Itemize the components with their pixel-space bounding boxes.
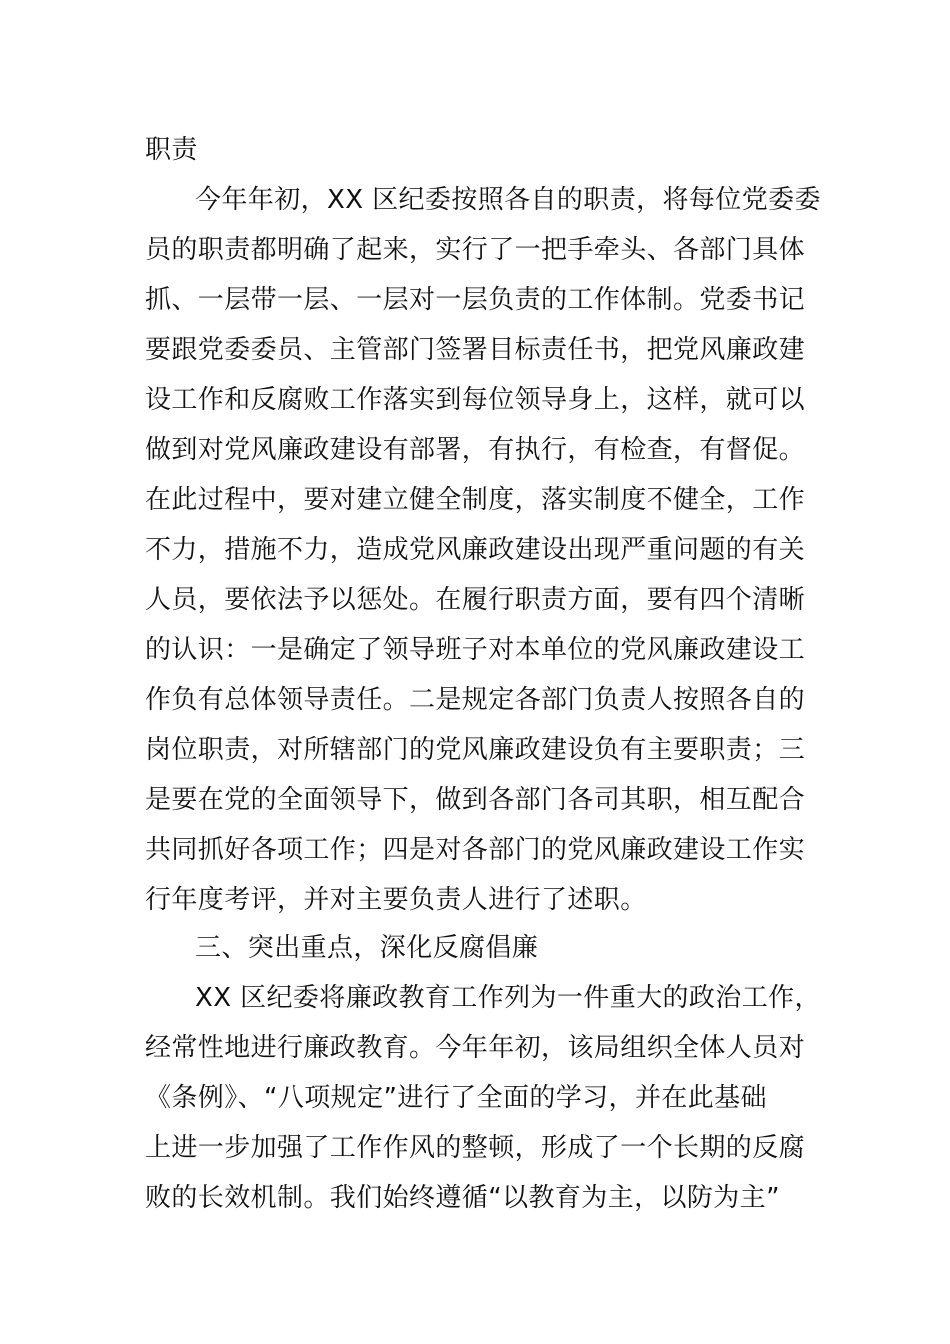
- text-line: 的认识：一是确定了领导班子对本单位的党风廉政建设工: [145, 635, 806, 665]
- text-line: 人员，要依法予以惩处。在履行职责方面，要有四个清晰: [145, 585, 806, 615]
- text-line: 《条例》、“八项规定”进行了全面的学习，并在此基础: [145, 1083, 767, 1113]
- text-line: 职责: [145, 135, 198, 165]
- text-line: 岗位职责，对所辖部门的党风廉政建设负有主要职责；三: [145, 735, 806, 765]
- text-line: 败的长效机制。我们始终遵循“以教育为主，以防为主”: [145, 1183, 780, 1213]
- text-line: 做到对党风廉政建设有部署，有执行，有检查，有督促。: [145, 435, 806, 465]
- section-heading: 三、突出重点，深化反腐倡廉: [195, 933, 539, 963]
- text-line: 共同抓好各项工作；四是对各部门的党风廉政建设工作实: [145, 835, 806, 865]
- text-line: 抓、一层带一层、一层对一层负责的工作体制。党委书记: [145, 285, 806, 315]
- text-line: 不力，措施不力，造成党风廉政建设出现严重问题的有关: [145, 535, 806, 565]
- paragraph-first-line: XX 区纪委将廉政教育工作列为一件重大的政治工作，: [195, 983, 821, 1013]
- text-line: 员的职责都明确了起来，实行了一把手牵头、各部门具体: [145, 235, 806, 265]
- text-line: 要跟党委委员、主管部门签署目标责任书，把党风廉政建: [145, 335, 806, 365]
- text-line: 是要在党的全面领导下，做到各部门各司其职，相互配合: [145, 785, 806, 815]
- text-line: 作负有总体领导责任。二是规定各部门负责人按照各自的: [145, 685, 806, 715]
- text-line: 设工作和反腐败工作落实到每位领导身上，这样，就可以: [145, 385, 806, 415]
- paragraph-first-line: 今年年初，XX 区纪委按照各自的职责，将每位党委委: [195, 185, 821, 215]
- text-line: 在此过程中，要对建立健全制度，落实制度不健全，工作: [145, 485, 806, 515]
- text-line: 行年度考评，并对主要负责人进行了述职。: [145, 885, 647, 915]
- text-line: 经常性地进行廉政教育。今年年初，该局组织全体人员对: [145, 1033, 806, 1063]
- text-line: 上进一步加强了工作作风的整顿，形成了一个长期的反腐: [145, 1133, 806, 1163]
